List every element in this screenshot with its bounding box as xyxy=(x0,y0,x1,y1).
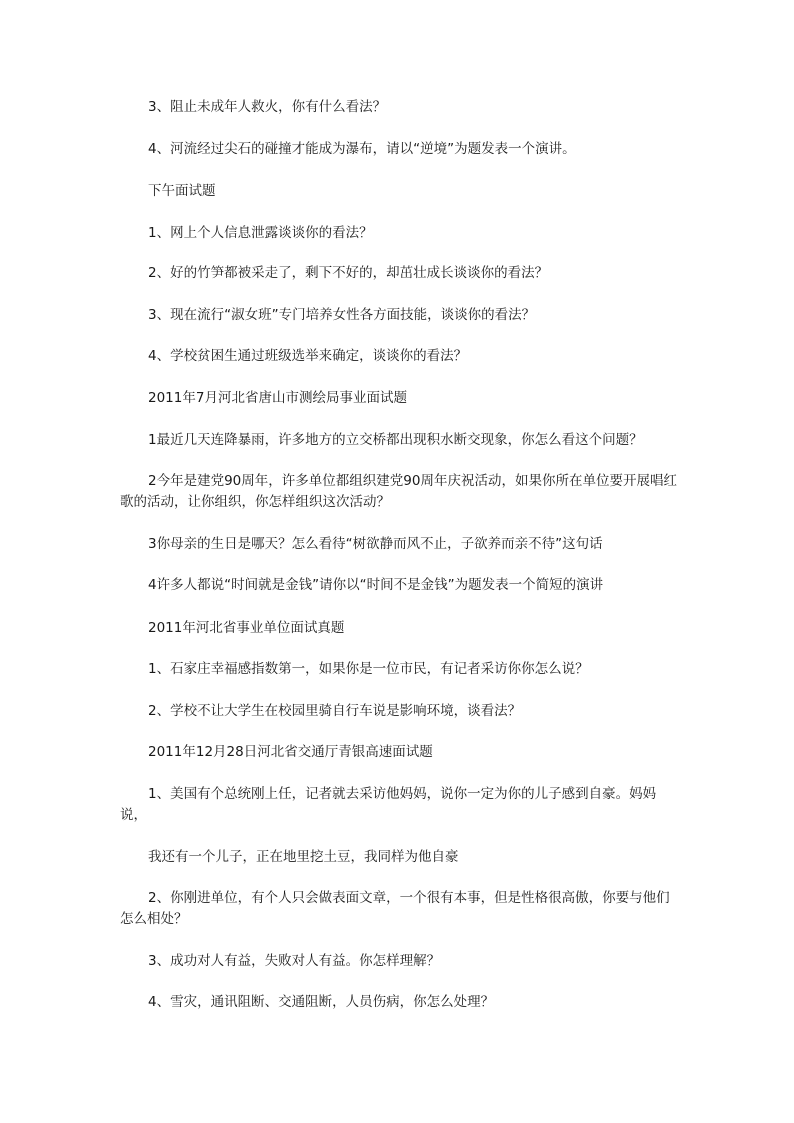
paragraph: 2、你刚进单位，有个人只会做表面文章，一个很有本事，但是性格很高傲，你要与他们怎么相处？ xyxy=(120,890,670,927)
paragraph: 我还有一个儿子，正在地里挖土豆，我同样为他自豪 xyxy=(148,849,459,865)
paragraph: 3你母亲的生日是哪天？怎么看待“树欲静而风不止，子欲养而亲不待”这句话 xyxy=(148,536,603,552)
paragraph: 1、美国有个总统刚上任，记者就去采访他妈妈，说你一定为你的儿子感到自豪。妈妈说， xyxy=(120,786,657,823)
paragraph: 3、成功对人有益，失败对人有益。你怎样理解？ xyxy=(148,953,441,969)
paragraph: 4、学校贫困生通过班级选举来确定，谈谈你的看法？ xyxy=(148,348,468,364)
section-heading: 2011年12月28日河北省交通厅青银高速面试题 xyxy=(148,744,433,760)
paragraph: 2、好的竹笋都被采走了，剩下不好的，却茁壮成长谈谈你的看法？ xyxy=(148,265,549,281)
section-heading: 下午面试题 xyxy=(148,183,216,199)
paragraph: 3、阻止未成年人救火，你有什么看法？ xyxy=(148,99,387,115)
paragraph: 4许多人都说“时间就是金钱”请你以“时间不是金钱”为题发表一个简短的演讲 xyxy=(148,577,604,593)
paragraph: 1、石家庄幸福感指数第一，如果你是一位市民，有记者采访你你怎么说？ xyxy=(148,661,589,677)
paragraph: 2今年是建党90周年，许多单位都组织建党90周年庆祝活动，如果你所在单位要开展唱红歌的活动，让你组织，你怎样组织这次活动？ xyxy=(120,473,677,510)
section-heading: 2011年河北省事业单位面试真题 xyxy=(148,620,345,636)
paragraph: 4、雪灾，通讯阻断、交通阻断，人员伤病，你怎么处理？ xyxy=(148,994,495,1010)
paragraph: 4、河流经过尖石的碰撞才能成为瀑布，请以“逆境”为题发表一个演讲。 xyxy=(148,141,576,157)
paragraph: 3、现在流行“淑女班”专门培养女性各方面技能，谈谈你的看法？ xyxy=(148,307,536,323)
paragraph: 1最近几天连降暴雨，许多地方的立交桥都出现积水断交现象，你怎么看这个问题？ xyxy=(148,432,643,448)
paragraph: 1、网上个人信息泄露谈谈你的看法？ xyxy=(148,225,373,241)
section-heading: 2011年7月河北省唐山市测绘局事业面试题 xyxy=(148,390,407,406)
paragraph: 2、学校不让大学生在校园里骑自行车说是影响环境，谈看法？ xyxy=(148,703,522,719)
